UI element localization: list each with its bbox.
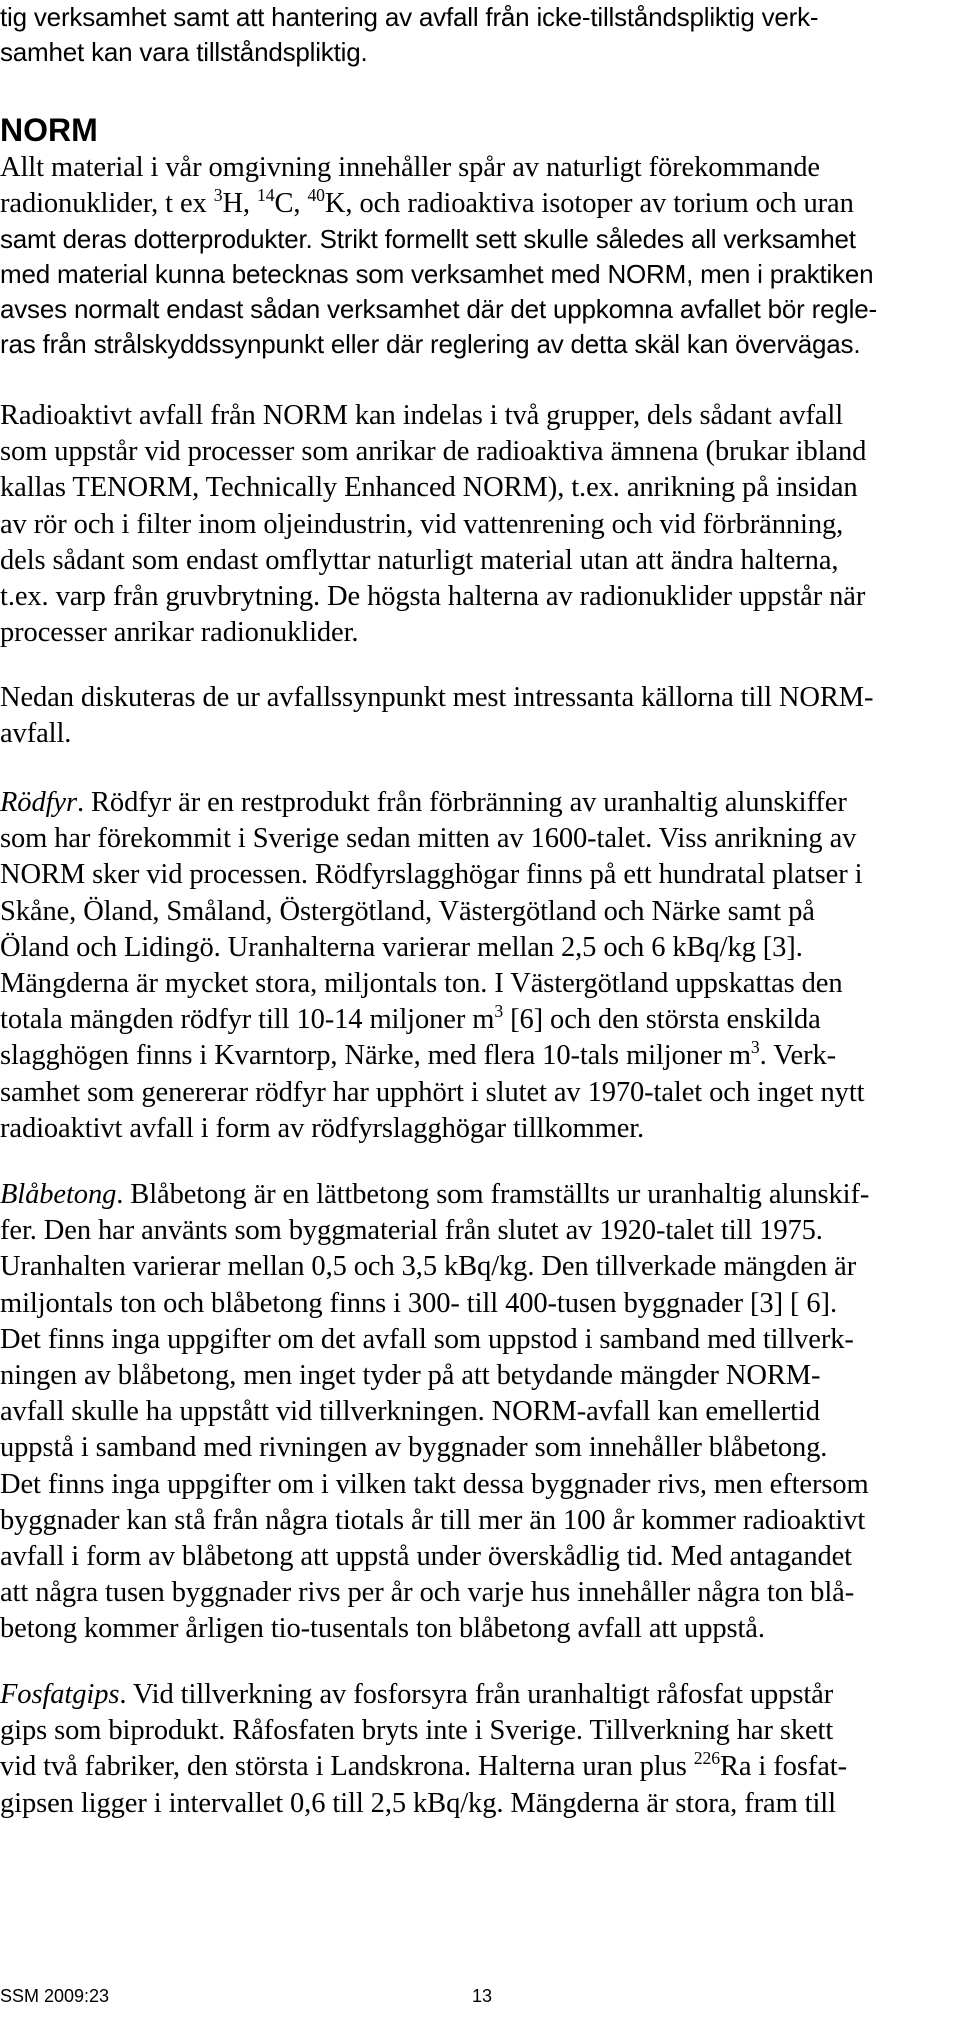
footer-series: SSM 2009:23: [0, 1986, 110, 2006]
page-number: 13: [472, 1986, 493, 2006]
text-line: samt deras dotterprodukter. Strikt formellt sett skulle således all verksamhet: [0, 224, 856, 255]
text-line: Det finns inga uppgifter om det avfall som uppstod i samband med tillverk-: [0, 1323, 854, 1355]
continuation-paragraph: [0, 0, 960, 70]
text-line: avfall skulle ha uppstått vid tillverkningen. NORM-avfall kan emellertid: [0, 1396, 820, 1428]
text-line: Skåne, Öland, Småland, Östergötland, Västergötland och Närke samt på: [0, 895, 815, 927]
text-line: att några tusen byggnader rivs per år och varje hus innehåller några ton blå-: [0, 1577, 855, 1609]
text-line: dels sådant som endast omflyttar naturligt material utan att ändra halterna,: [0, 544, 839, 576]
text-line: gipsen ligger i intervallet 0,6 till 2,5 kBq/kg. Mängderna är stora, fram till: [0, 1787, 836, 1819]
text-line: Radioaktivt avfall från NORM kan indelas i två grupper, dels sådant avfall: [0, 400, 844, 431]
text-line: samhet kan vara tillståndspliktig.: [0, 37, 368, 67]
text-line: Nedan diskuteras de ur avfallssynpunkt mest intressanta källorna till NORM-: [0, 682, 874, 713]
text-line: kallas TENORM, Technically Enhanced NORM), t.ex. anrikning på insidan: [0, 472, 858, 504]
text-line: miljontals ton och blåbetong finns i 300- till 400-tusen byggnader [3] [ 6].: [0, 1287, 837, 1319]
discussion-paragraph: [0, 680, 960, 752]
isotope-superscript: 226: [693, 1748, 720, 1769]
isotope-superscript: 3: [213, 185, 223, 206]
text-line: av rör och i filter inom oljeindustrin, vid vattenrening och vid förbränning,: [0, 508, 844, 540]
text-line: avfall i form av blåbetong att uppstå under överskådlig tid. Med antagandet: [0, 1541, 852, 1573]
term-blabetong: Blåbetong: [0, 1179, 117, 1210]
text-line: uppstå i samband med rivningen av byggnader som innehåller blåbetong.: [0, 1432, 828, 1464]
text-line: byggnader kan stå från några tiotals år till mer än 100 år kommer radioaktivt: [0, 1504, 866, 1536]
text-line: radionuklider, t ex $^3$H, $^{14}$C, $^{40}$K, och radioaktiva isotoper av torium och uran: [0, 185, 854, 220]
text-line: samhet som genererar rödfyr har upphört i slutet av 1970-talet och inget nytt: [0, 1076, 865, 1108]
text-line: betong kommer årligen tio-tusentals ton blåbetong avfall att uppstå.: [0, 1613, 765, 1645]
text-line: t.ex. varp från gruvbrytning. De högsta halterna av radionuklider uppstår när: [0, 581, 866, 613]
unit-superscript: 3: [494, 1001, 504, 1022]
text-line: avses normalt endast sådan verksamhet där det uppkomna avfallet bör regle-: [0, 294, 877, 325]
text-line: Allt material i vår omgivning innehåller spår av naturligt förekommande: [0, 152, 820, 183]
text-line: Det finns inga uppgifter om i vilken takt dessa byggnader rivs, men eftersom: [0, 1468, 869, 1500]
text-line: ningen av blåbetong, men inget tyder på att betydande mängder NORM-: [0, 1360, 821, 1392]
text-line: NORM sker vid processen. Rödfyrslagghögar finns på ett hundratal platser i: [0, 859, 863, 891]
groups-paragraph: [0, 398, 960, 651]
text-line: som uppstår vid processer som anrikar de radioaktiva ämnena (brukar ibland: [0, 436, 867, 468]
text-line: som har förekommit i Sverige sedan mitten av 1600-talet. Viss anrikning av: [0, 823, 857, 855]
text-line: tig verksamhet samt att hantering av avfall från icke-tillståndspliktig verk-: [0, 2, 819, 32]
text-line: Rödfyr. Rödfyr är en restprodukt från förbränning av uranhaltig alunskiffer: [0, 787, 847, 818]
text-line: Mängderna är mycket stora, miljontals ton. I Västergötland uppskattas den: [0, 968, 843, 1000]
text-line: Öland och Lidingö. Uranhalterna varierar mellan 2,5 och 6 kBq/kg [3].: [0, 931, 803, 963]
text-line: radioaktivt avfall i form av rödfyrslagghögar tillkommer.: [0, 1112, 645, 1144]
fosfatgips-paragraph: [0, 1677, 960, 1822]
text-line: gips som biprodukt. Råfosfaten bryts inte i Sverige. Tillverkning har skett: [0, 1715, 834, 1747]
text-line: Blåbetong. Blåbetong är en lättbetong som framställts ur uranhaltig alunskif-: [0, 1179, 870, 1210]
unit-superscript: 3: [750, 1037, 760, 1058]
text-line: avfall.: [0, 718, 72, 750]
text-line: totala mängden rödfyr till 10-14 miljoner $m^3$ [6] och den största enskilda: [0, 1001, 821, 1036]
section-heading-norm: NORM: [0, 112, 98, 148]
norm-paragraph: [0, 150, 960, 362]
term-fosfatgips: Fosfatgips: [0, 1679, 120, 1710]
rodfyr-paragraph: [0, 785, 960, 1147]
text-line: Fosfatgips. Vid tillverkning av fosforsyra från uranhaltigt råfosfat uppstår: [0, 1679, 834, 1710]
isotope-superscript: 40: [307, 185, 325, 206]
text-line: ras från strålskyddssynpunkt eller där reglering av detta skäl kan övervägas.: [0, 329, 861, 360]
isotope-superscript: 14: [257, 185, 275, 206]
text-line: med material kunna betecknas som verksamhet med NORM, men i praktiken: [0, 259, 874, 290]
text-line: processer anrikar radionuklider.: [0, 617, 359, 649]
text-line: vid två fabriker, den största i Landskrona. Halterna uran plus $^{226}$Ra i fosfat-: [0, 1748, 847, 1783]
text-line: slagghögen finns i Kvarntorp, Närke, med flera 10-tals miljoner $m^3$. Verk-: [0, 1037, 836, 1072]
text-line: Uranhalten varierar mellan 0,5 och 3,5 kBq/kg. Den tillverkade mängden är: [0, 1251, 857, 1283]
text-line: fer. Den har använts som byggmaterial från slutet av 1920-talet till 1975.: [0, 1215, 823, 1247]
blabetong-paragraph: [0, 1177, 960, 1648]
term-rodfyr: Rödfyr: [0, 787, 77, 818]
